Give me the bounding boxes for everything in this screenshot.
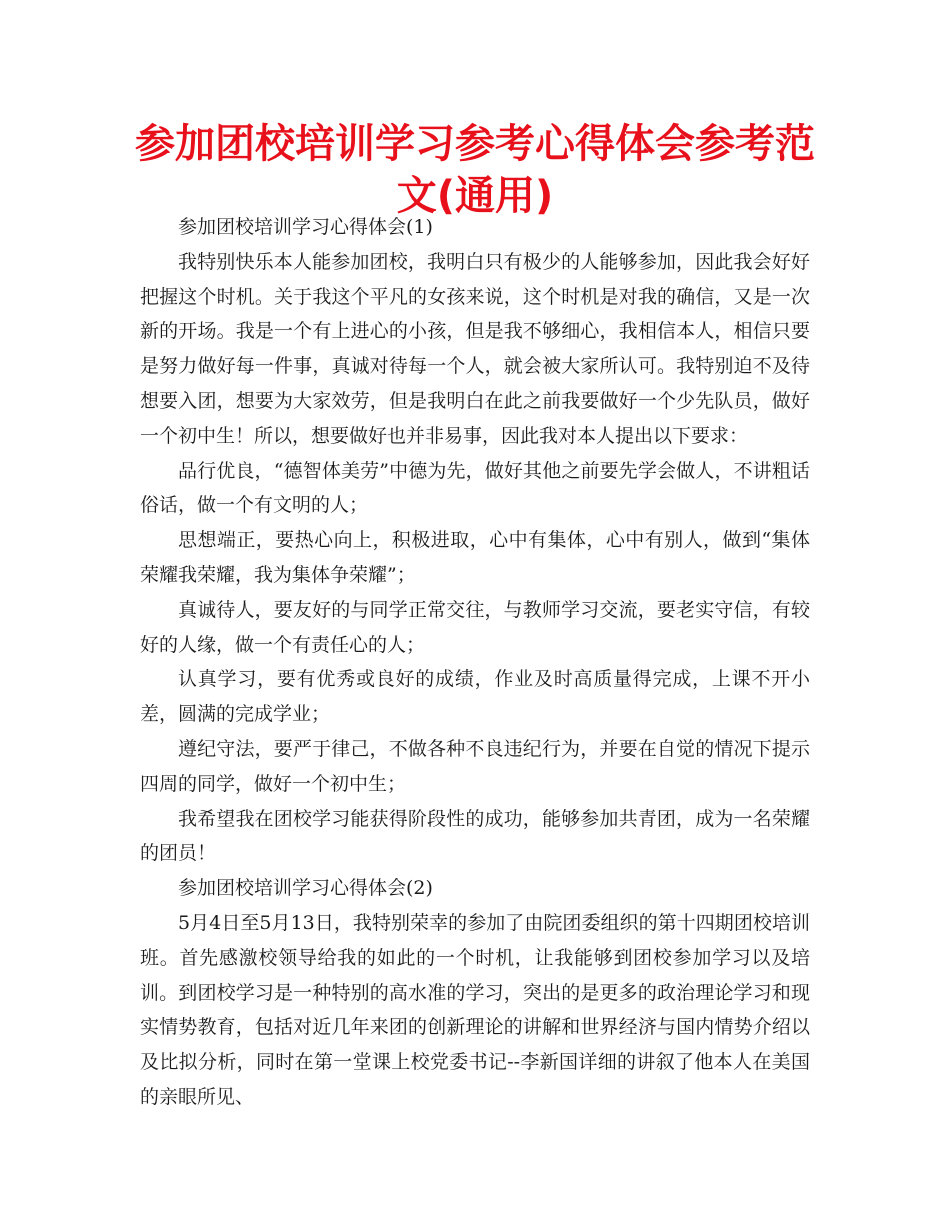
section-heading-1: 参加团校培训学习心得体会(1) xyxy=(178,216,433,238)
paragraph: 真诚待人，要友好的与同学正常交往，与教师学习交流，要老实守信，有较好的人缘，做一个有责任心的人； xyxy=(140,598,810,656)
document-title: 参加团校培训学习参考心得体会参考范文(通用) xyxy=(135,121,815,219)
paragraph: 5月4日至5月13日，我特别荣幸的参加了由院团委组织的第十四期团校培训班。首先感激校领导给我的如此的一个时机，让我能够到团校参加学习以及培训。到团校学习是一种特别的高水准的学习，突出的是更多的政治理论学习和现实情势教育，包括对近几年来团的创新理论的讲解和世界经济与国内情势介绍以及比拟分析，同时在第一堂课上校党委书记--李新国详细的讲叙了他本人在美国的亲眼所见、 xyxy=(140,911,810,1108)
paragraph: 我特别快乐本人能参加团校，我明白只有极少的人能够参加，因此我会好好把握这个时机。关于我这个平凡的女孩来说，这个时机是对我的确信，又是一次新的开场。我是一个有上进心的小孩，但是我不够细心，我相信本人，相信只要是努力做好每一件事，真诚对待每一个人，就会被大家所认可。我特别迫不及待想要入团，想要为大家效劳，但是我明白在此之前我要做好一个少先队员，做好一个初中生！所以，想要做好也并非易事，因此我对本人提出以下要求： xyxy=(140,250,810,447)
paragraph: 思想端正，要热心向上，积极进取，心中有集体，心中有别人，做到“集体荣耀我荣耀，我为集体争荣耀”； xyxy=(140,529,810,586)
paragraph: 我希望我在团校学习能获得阶段性的成功，能够参加共青团，成为一名荣耀的团员！ xyxy=(140,807,810,865)
paragraph: 品行优良，“德智体美劳”中德为先，做好其他之前要先学会做人，不讲粗话俗话，做一个有文明的人； xyxy=(140,459,810,517)
section-heading-2: 参加团校培训学习心得体会(2) xyxy=(178,877,433,900)
paragraph: 遵纪守法，要严于律己，不做各种不良违纪行为，并要在自觉的情况下提示四周的同学，做好一个初中生； xyxy=(140,737,810,795)
document-body xyxy=(140,210,810,1115)
paragraph: 认真学习，要有优秀或良好的成绩，作业及时高质量得完成，上课不开小差，圆满的完成学业； xyxy=(140,668,810,726)
